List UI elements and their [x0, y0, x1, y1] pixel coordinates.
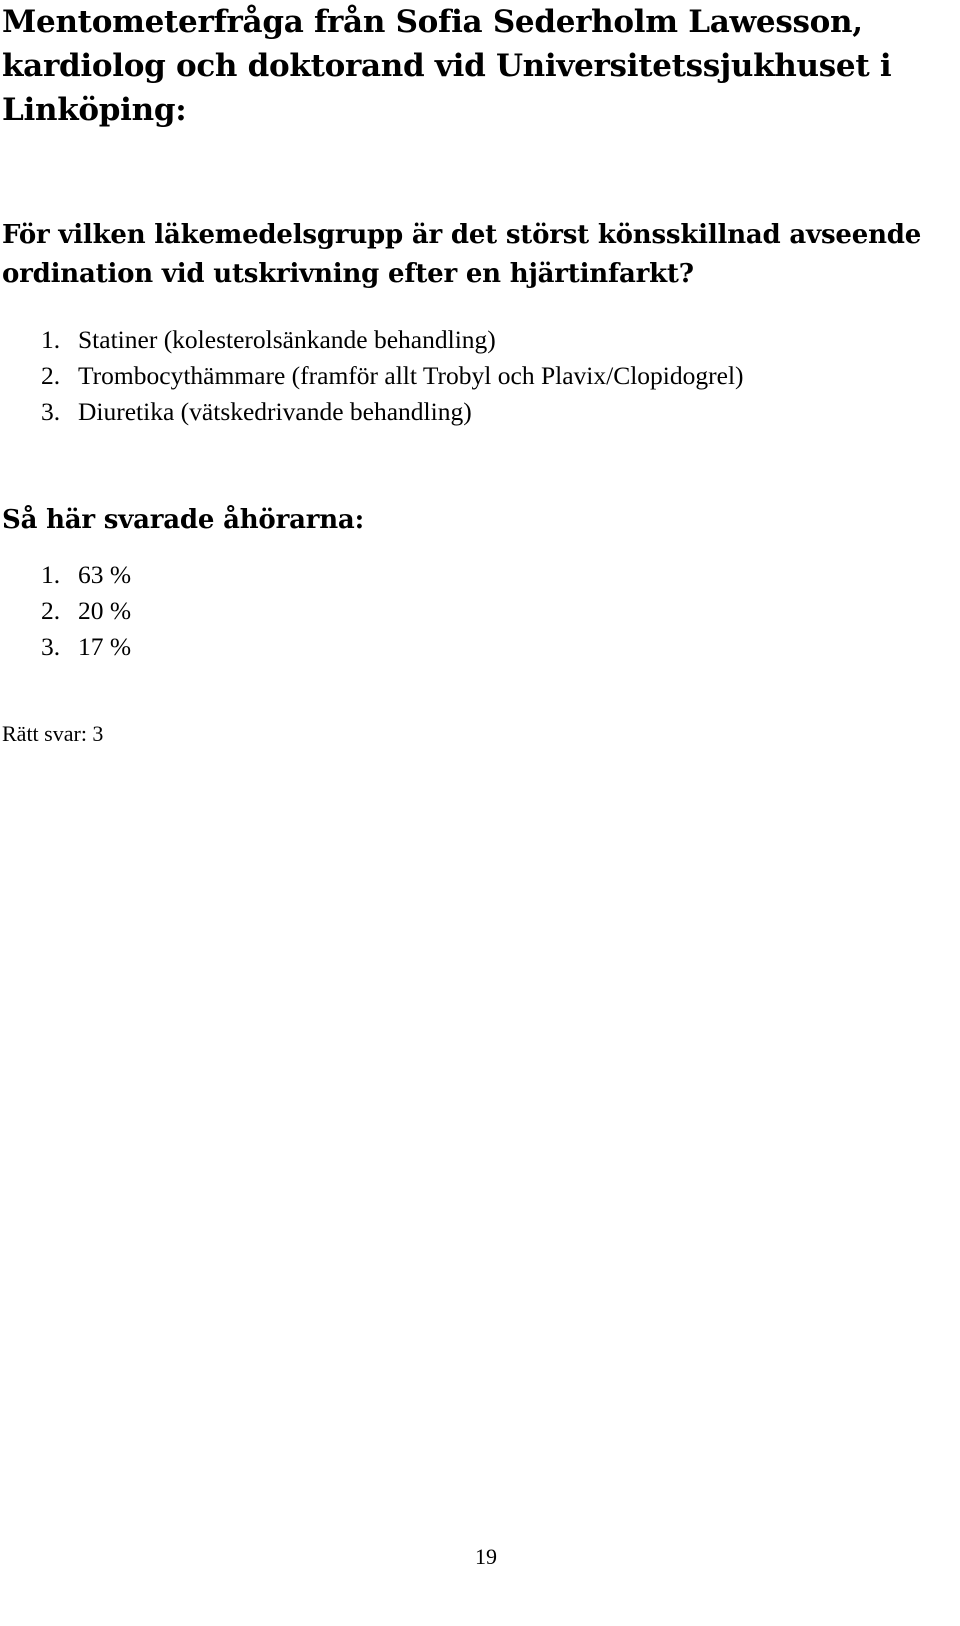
result-number: 1. [41, 560, 61, 589]
option-text: Statiner (kolesterolsänkande behandling) [78, 325, 496, 354]
answer-option [41, 394, 744, 430]
result-percentage: 20 % [78, 596, 132, 625]
page-number: 19 [475, 1544, 497, 1569]
result-number: 2. [41, 596, 61, 625]
result-percentage: 63 % [78, 560, 132, 589]
correct-answer: Rätt svar: 3 [2, 721, 104, 746]
result-percentage: 17 % [78, 632, 132, 661]
result-item [41, 557, 131, 593]
answer-options-list [41, 322, 744, 430]
option-number: 2. [41, 361, 61, 390]
option-number: 3. [41, 397, 61, 426]
result-item [41, 629, 131, 665]
option-number: 1. [41, 325, 61, 354]
answers-heading: Så här svarade åhörarna: [2, 505, 364, 535]
answer-option [41, 358, 744, 394]
question-text: För vilken läkemedelsgrupp är det störst könsskillnad avseende ordination vid utskrivning efter en hjärtinfarkt? [2, 220, 922, 289]
result-item [41, 593, 131, 629]
answer-option [41, 322, 744, 358]
option-text: Diuretika (vätskedrivande behandling) [78, 397, 472, 426]
page-heading: Mentometerfråga från Sofia Sederholm Lawesson, kardiolog och doktorand vid Universitetssjukhuset i Linköping: [2, 4, 892, 128]
results-list [41, 557, 131, 665]
option-text: Trombocythämmare (framför allt Trobyl och Plavix/Clopidogrel) [78, 361, 744, 390]
result-number: 3. [41, 632, 61, 661]
